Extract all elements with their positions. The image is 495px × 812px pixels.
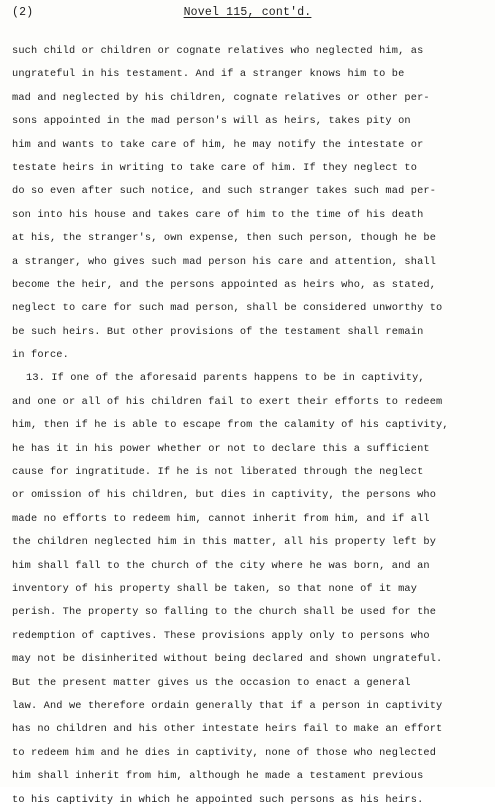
text-line: has no children and his other intestate heirs fail to make an effort [12,723,443,736]
text-line: the children neglected him in this matter, all his property left by [12,536,437,549]
text-line: at his, the stranger's, own expense, then such person, though he be [12,232,437,245]
text-line: a stranger, who gives such mad person his care and attention, shall [12,255,437,268]
text-line: inventory of his property shall be taken, so that none of it may [12,582,418,595]
text-line: such child or children or cognate relatives who neglected him, as [12,45,424,57]
text-line: to redeem him and he dies in captivity, none of those who neglected [12,746,437,759]
text-line: do so even after such notice, and such stranger takes such mad per- [12,185,437,198]
text-line: in force. [12,349,69,362]
text-line: law. And we therefore ordain generally that if a person in captivity [12,699,443,712]
text-line: 13. If one of the aforesaid parents happens to be in captivity, [26,372,425,385]
running-title: Novel 115, cont'd. [183,6,312,19]
text-line: become the heir, and the persons appointed as heirs who, as stated, [12,278,437,291]
page-header [12,6,483,24]
text-line: ungrateful in his testament. And if a stranger knows him to be [12,68,405,81]
text-line: mad and neglected by his children, cognate relatives or other per- [12,91,430,104]
text-line: and one or all of his children fail to exert their efforts to redeem [12,395,443,408]
text-line: But the present matter gives us the occasion to enact a general [12,676,411,689]
text-line: him shall fall to the church of the city where he was born, and an [12,559,430,572]
text-line: him and wants to take care of him, he may notify the intestate or [12,138,424,151]
text-line: redemption of captives. These provisions apply only to persons who [12,629,430,642]
text-line: may not be disinherited without being declared and shown ungrateful. [12,653,443,666]
text-line: made no efforts to redeem him, cannot inherit from him, and if all [12,512,430,525]
text-line: he has it in his power whether or not to declare this a sufficient [12,442,430,455]
text-line: perish. The property so falling to the church shall be used for the [12,606,437,619]
text-line: sons appointed in the mad person's will as heirs, takes pity on [12,115,411,128]
text-line: him, then if he is able to escape from the calamity of his captivity, [12,419,449,432]
text-line: or omission of his children, but dies in captivity, the persons who [12,489,437,502]
text-line: to his captivity in which he appointed such persons as his heirs. [12,793,424,806]
text-line: testate heirs in writing to take care of him. If they neglect to [12,161,418,174]
text-line: neglect to care for such mad person, shall be considered unworthy to [12,302,443,315]
text-line: son into his house and takes care of him to the time of his death [12,208,424,221]
body-text [12,40,491,812]
page-number: (2) [12,6,34,19]
text-line: him shall inherit from him, although he made a testament previous [12,770,424,783]
text-line: be such heirs. But other provisions of the testament shall remain [12,325,424,338]
text-line: cause for ingratitude. If he is not liberated through the neglect [12,466,424,479]
